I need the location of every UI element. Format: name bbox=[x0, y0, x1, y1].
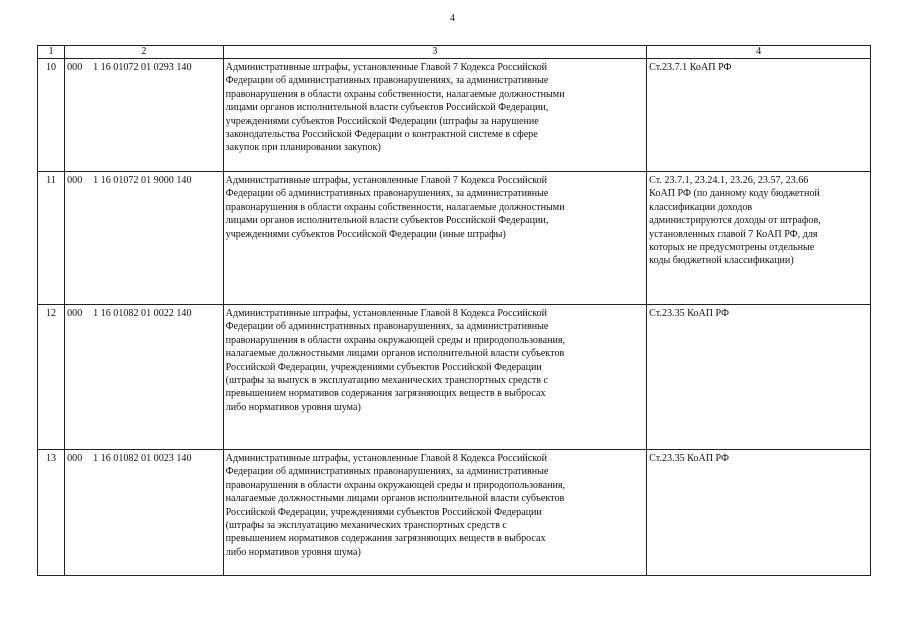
description-line: Федерации об административных правонарушениях, за административные bbox=[225, 321, 549, 333]
table-row bbox=[38, 59, 871, 172]
article-line: классификации доходов bbox=[649, 201, 753, 213]
description-line: Административные штрафы, установленные Главой 8 Кодекса Российской bbox=[225, 453, 548, 464]
column-header-2: 2 bbox=[65, 46, 224, 59]
description-line: правонарушения в области охраны окружающей среды и природопользования, bbox=[225, 334, 566, 346]
description-line: Административные штрафы, установленные Главой 8 Кодекса Российской bbox=[225, 308, 548, 319]
description-cell bbox=[223, 305, 647, 450]
table-row bbox=[38, 172, 871, 305]
description-line: Административные штрафы, установленные Главой 7 Кодекса Российской bbox=[225, 62, 548, 73]
description-line: лицами органов исполнительной власти субъектов Российской Федерации, bbox=[225, 102, 549, 114]
article-line: администрируются доходы от штрафов, bbox=[649, 215, 821, 227]
budget-code-cell bbox=[65, 450, 224, 576]
description-cell bbox=[223, 59, 647, 172]
article-line: Ст. 23.7.1, 23.24.1, 23.26, 23.57, 23.66 bbox=[649, 175, 809, 186]
description-line: учреждениями субъектов Российской Федерации (штрафы за нарушение bbox=[225, 115, 539, 127]
column-header-4: 4 bbox=[647, 46, 871, 59]
description-line: Федерации об административных правонарушениях, за административные bbox=[225, 75, 549, 87]
table-body bbox=[38, 59, 871, 576]
table-row bbox=[38, 305, 871, 450]
description-line: правонарушения в области охраны окружающей среды и природопользования, bbox=[225, 479, 566, 491]
row-number: 11 bbox=[38, 172, 65, 305]
description-line: Российской Федерации, учреждениями субъектов Российской Федерации bbox=[225, 361, 542, 373]
article-line: КоАП РФ (по данному коду бюджетной bbox=[649, 188, 820, 200]
budget-code-cell bbox=[65, 172, 224, 305]
article-line: коды бюджетной классификации) bbox=[649, 255, 794, 267]
description-line: Российской Федерации, учреждениями субъектов Российской Федерации bbox=[225, 506, 542, 518]
description-line: правонарушения в области охраны собственности, налагаемые должностными bbox=[225, 88, 565, 100]
article-cell bbox=[647, 172, 871, 305]
administrator-code: 000 bbox=[67, 308, 83, 319]
article-cell bbox=[647, 59, 871, 172]
description-line: (штрафы за выпуск в эксплуатацию механических транспортных средств с bbox=[225, 375, 549, 387]
description-line: учреждениями субъектов Российской Федерации (иные штрафы) bbox=[225, 228, 506, 240]
article-line: Ст.23.7.1 КоАП РФ bbox=[649, 62, 732, 73]
description-line: либо нормативов уровня шума) bbox=[225, 401, 361, 413]
description-cell bbox=[223, 172, 647, 305]
description-line: лицами органов исполнительной власти субъектов Российской Федерации, bbox=[225, 215, 549, 227]
budget-classification-code: 1 16 01082 01 0022 140 bbox=[93, 308, 192, 319]
description-line: налагаемые должностными лицами органов исполнительной власти субъектов bbox=[225, 493, 565, 505]
column-header-3: 3 bbox=[223, 46, 647, 59]
row-number: 13 bbox=[38, 450, 65, 576]
budget-code-cell bbox=[65, 59, 224, 172]
article-line: Ст.23.35 КоАП РФ bbox=[649, 453, 729, 464]
article-cell bbox=[647, 305, 871, 450]
description-line: Федерации об административных правонарушениях, за административные bbox=[225, 466, 549, 478]
article-line: которых не предусмотрены отдельные bbox=[649, 242, 815, 254]
article-line: Ст.23.35 КоАП РФ bbox=[649, 308, 729, 319]
description-line: правонарушения в области охраны собственности, налагаемые должностными bbox=[225, 201, 565, 213]
table-row bbox=[38, 450, 871, 576]
table-header-row bbox=[38, 46, 871, 59]
administrator-code: 000 bbox=[67, 62, 83, 73]
row-number: 10 bbox=[38, 59, 65, 172]
administrator-code: 000 bbox=[67, 453, 83, 464]
description-line: закупок при планировании закупок) bbox=[225, 142, 381, 154]
column-header-1: 1 bbox=[38, 46, 65, 59]
description-line: превышением нормативов содержания загрязняющих веществ в выбросах bbox=[225, 533, 546, 545]
description-line: (штрафы за эксплуатацию механических транспортных средств с bbox=[225, 520, 507, 532]
description-cell bbox=[223, 450, 647, 576]
description-line: законодательства Российской Федерации о контрактной системе в сфере bbox=[225, 129, 538, 141]
budget-classification-code: 1 16 01072 01 0293 140 bbox=[93, 62, 192, 73]
fines-table bbox=[37, 45, 871, 576]
budget-classification-code: 1 16 01072 01 9000 140 bbox=[93, 175, 192, 186]
row-number: 12 bbox=[38, 305, 65, 450]
article-line: установленных главой 7 КоАП РФ, для bbox=[649, 228, 818, 240]
budget-code-cell bbox=[65, 305, 224, 450]
budget-classification-code: 1 16 01082 01 0023 140 bbox=[93, 453, 192, 464]
description-line: Административные штрафы, установленные Главой 7 Кодекса Российской bbox=[225, 175, 548, 186]
description-line: либо нормативов уровня шума) bbox=[225, 546, 361, 558]
administrator-code: 000 bbox=[67, 175, 83, 186]
description-line: Федерации об административных правонарушениях, за административные bbox=[225, 188, 549, 200]
description-line: налагаемые должностными лицами органов исполнительной власти субъектов bbox=[225, 348, 565, 360]
description-line: превышением нормативов содержания загрязняющих веществ в выбросах bbox=[225, 388, 546, 400]
page-number: 4 bbox=[450, 13, 455, 24]
article-cell bbox=[647, 450, 871, 576]
